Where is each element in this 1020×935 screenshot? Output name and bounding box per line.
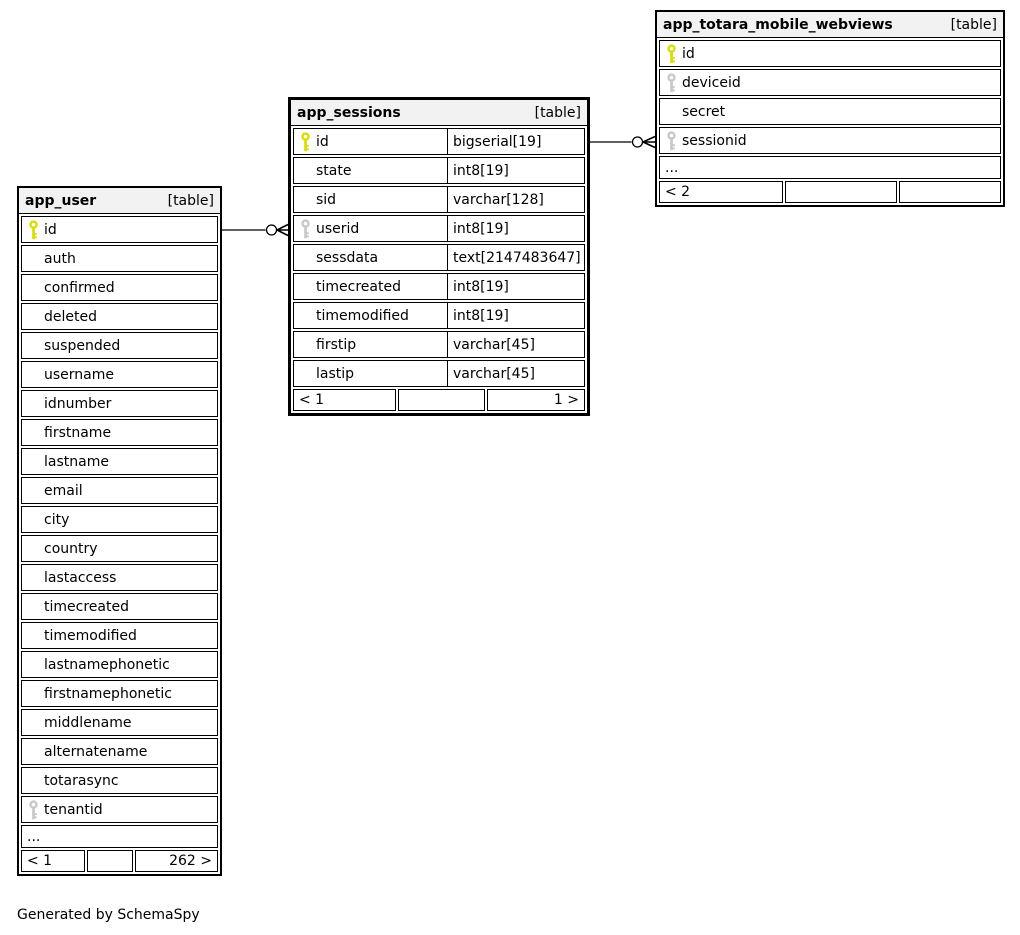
column-row-totarasync xyxy=(21,767,218,794)
column-type: varchar[45] xyxy=(453,365,535,382)
truncated-columns-row: ... xyxy=(21,825,218,848)
column-row-sid xyxy=(293,186,585,213)
column-list xyxy=(657,38,1003,205)
primary-key-icon xyxy=(300,132,311,152)
column-name: lastaccess xyxy=(44,569,117,586)
zero-cardinality-icon xyxy=(633,137,643,147)
column-row-lastname xyxy=(21,448,218,475)
column-row-username xyxy=(21,361,218,388)
key-icon-cell xyxy=(660,73,682,93)
column-name: timemodified xyxy=(316,307,409,324)
column-name: lastname xyxy=(44,453,109,470)
column-type: int8[19] xyxy=(453,307,509,324)
column-name: timemodified xyxy=(44,627,137,644)
column-name: username xyxy=(44,366,114,383)
key-icon-cell xyxy=(660,44,682,64)
related-in-count: < 1 xyxy=(293,389,396,411)
column-row-lastaccess xyxy=(21,564,218,591)
column-type: bigserial[19] xyxy=(453,133,542,150)
column-row-id xyxy=(21,216,218,243)
column-type: int8[19] xyxy=(453,162,509,179)
column-row-firstname xyxy=(21,419,218,446)
table-app-user[interactable] xyxy=(17,186,222,876)
related-out-count: 262 > xyxy=(135,850,218,872)
column-name: lastnamephonetic xyxy=(44,656,170,673)
column-name: id xyxy=(316,133,329,150)
many-cardinality-icon xyxy=(643,137,655,148)
column-name: firstname xyxy=(44,424,112,441)
column-name: timecreated xyxy=(316,278,401,295)
column-name-cell xyxy=(294,274,448,299)
column-name-cell xyxy=(294,245,448,270)
primary-key-icon xyxy=(666,44,677,64)
many-cardinality-icon xyxy=(277,225,288,236)
relationship-count-footer xyxy=(293,389,585,411)
column-name: middlename xyxy=(44,714,132,731)
column-row-timemodified xyxy=(21,622,218,649)
footer-middle-cell xyxy=(87,850,133,872)
column-name-cell xyxy=(294,129,448,154)
related-out-count xyxy=(899,181,1001,203)
column-row-firstnamephonetic xyxy=(21,680,218,707)
generated-by-note: Generated by SchemaSpy xyxy=(17,907,200,923)
column-type: text[2147483647] xyxy=(453,249,581,266)
key-icon-cell xyxy=(294,219,316,239)
column-row-secret xyxy=(659,98,1001,125)
column-list xyxy=(19,214,220,874)
column-row-email xyxy=(21,477,218,504)
footer-middle-cell xyxy=(398,389,485,411)
related-in-count: < 2 xyxy=(659,181,783,203)
column-type: varchar[128] xyxy=(453,191,544,208)
column-row-sessdata xyxy=(293,244,585,271)
foreign-key-icon xyxy=(666,73,677,93)
truncated-columns-row: ... xyxy=(659,156,1001,179)
column-name: tenantid xyxy=(44,801,103,818)
table-tag: [table] xyxy=(950,16,997,33)
column-name: idnumber xyxy=(44,395,112,412)
column-row-lastnamephonetic xyxy=(21,651,218,678)
column-name: timecreated xyxy=(44,598,129,615)
relationship-user-sessions xyxy=(222,225,288,236)
column-name: id xyxy=(44,221,57,238)
column-type: varchar[45] xyxy=(453,336,535,353)
column-type: int8[19] xyxy=(453,220,509,237)
column-row-alternatename xyxy=(21,738,218,765)
column-name: totarasync xyxy=(44,772,119,789)
table-header[interactable] xyxy=(657,12,1003,38)
foreign-key-icon xyxy=(666,131,677,151)
column-name: sessdata xyxy=(316,249,379,266)
relationship-count-footer xyxy=(659,181,1001,203)
column-row-userid xyxy=(293,215,585,242)
column-name: firstnamephonetic xyxy=(44,685,172,702)
column-row-tenantid xyxy=(21,796,218,823)
column-row-id xyxy=(659,40,1001,67)
zero-cardinality-icon xyxy=(267,225,277,235)
column-name-cell xyxy=(294,187,448,212)
column-row-deviceid xyxy=(659,69,1001,96)
column-row-suspended xyxy=(21,332,218,359)
column-row-firstip xyxy=(293,331,585,358)
column-row-idnumber xyxy=(21,390,218,417)
column-row-lastip xyxy=(293,360,585,387)
column-name-cell xyxy=(294,361,448,386)
column-row-country xyxy=(21,535,218,562)
column-row-timecreated xyxy=(293,273,585,300)
column-name: suspended xyxy=(44,337,121,354)
table-header[interactable] xyxy=(19,188,220,214)
column-name: firstip xyxy=(316,336,357,353)
column-row-sessionid xyxy=(659,127,1001,154)
table-name[interactable]: app_user xyxy=(25,192,97,209)
column-name: sid xyxy=(316,191,337,208)
table-tag: [table] xyxy=(167,192,214,209)
column-name: auth xyxy=(44,250,76,267)
column-name: alternatename xyxy=(44,743,148,760)
related-in-count: < 1 xyxy=(21,850,85,872)
table-name[interactable]: app_sessions xyxy=(297,104,401,121)
column-row-timemodified xyxy=(293,302,585,329)
table-app-totara-mobile-webviews[interactable] xyxy=(655,10,1005,207)
column-name: deleted xyxy=(44,308,97,325)
key-icon-cell xyxy=(294,132,316,152)
column-name-cell xyxy=(294,332,448,357)
column-name: lastip xyxy=(316,365,355,382)
primary-key-icon xyxy=(28,220,39,240)
column-name: confirmed xyxy=(44,279,115,296)
key-icon-cell xyxy=(22,220,44,240)
column-name: city xyxy=(44,511,70,528)
related-out-count: 1 > xyxy=(487,389,585,411)
relationship-sessions-webviews xyxy=(590,137,655,148)
key-icon-cell xyxy=(660,131,682,151)
foreign-key-icon xyxy=(28,800,39,820)
column-name-cell xyxy=(294,216,448,241)
column-row-deleted xyxy=(21,303,218,330)
column-name: userid xyxy=(316,220,360,237)
foreign-key-icon xyxy=(300,219,311,239)
column-name: sessionid xyxy=(682,132,747,149)
column-name: state xyxy=(316,162,352,179)
column-name: country xyxy=(44,540,98,557)
column-row-timecreated xyxy=(21,593,218,620)
column-type: int8[19] xyxy=(453,278,509,295)
table-app-sessions[interactable] xyxy=(288,97,590,416)
column-name: secret xyxy=(682,103,726,120)
column-row-auth xyxy=(21,245,218,272)
column-name-cell xyxy=(294,158,448,183)
column-name: email xyxy=(44,482,83,499)
table-header[interactable] xyxy=(291,100,587,126)
column-row-middlename xyxy=(21,709,218,736)
relationship-count-footer xyxy=(21,850,218,872)
column-row-city xyxy=(21,506,218,533)
column-name-cell xyxy=(294,303,448,328)
footer-middle-cell xyxy=(785,181,897,203)
key-icon-cell xyxy=(22,800,44,820)
column-row-confirmed xyxy=(21,274,218,301)
column-name: deviceid xyxy=(682,74,741,91)
table-name[interactable]: app_totara_mobile_webviews xyxy=(663,16,893,33)
column-name: id xyxy=(682,45,695,62)
column-row-id xyxy=(293,128,585,155)
table-tag: [table] xyxy=(534,104,581,121)
column-list xyxy=(291,126,587,413)
column-row-state xyxy=(293,157,585,184)
